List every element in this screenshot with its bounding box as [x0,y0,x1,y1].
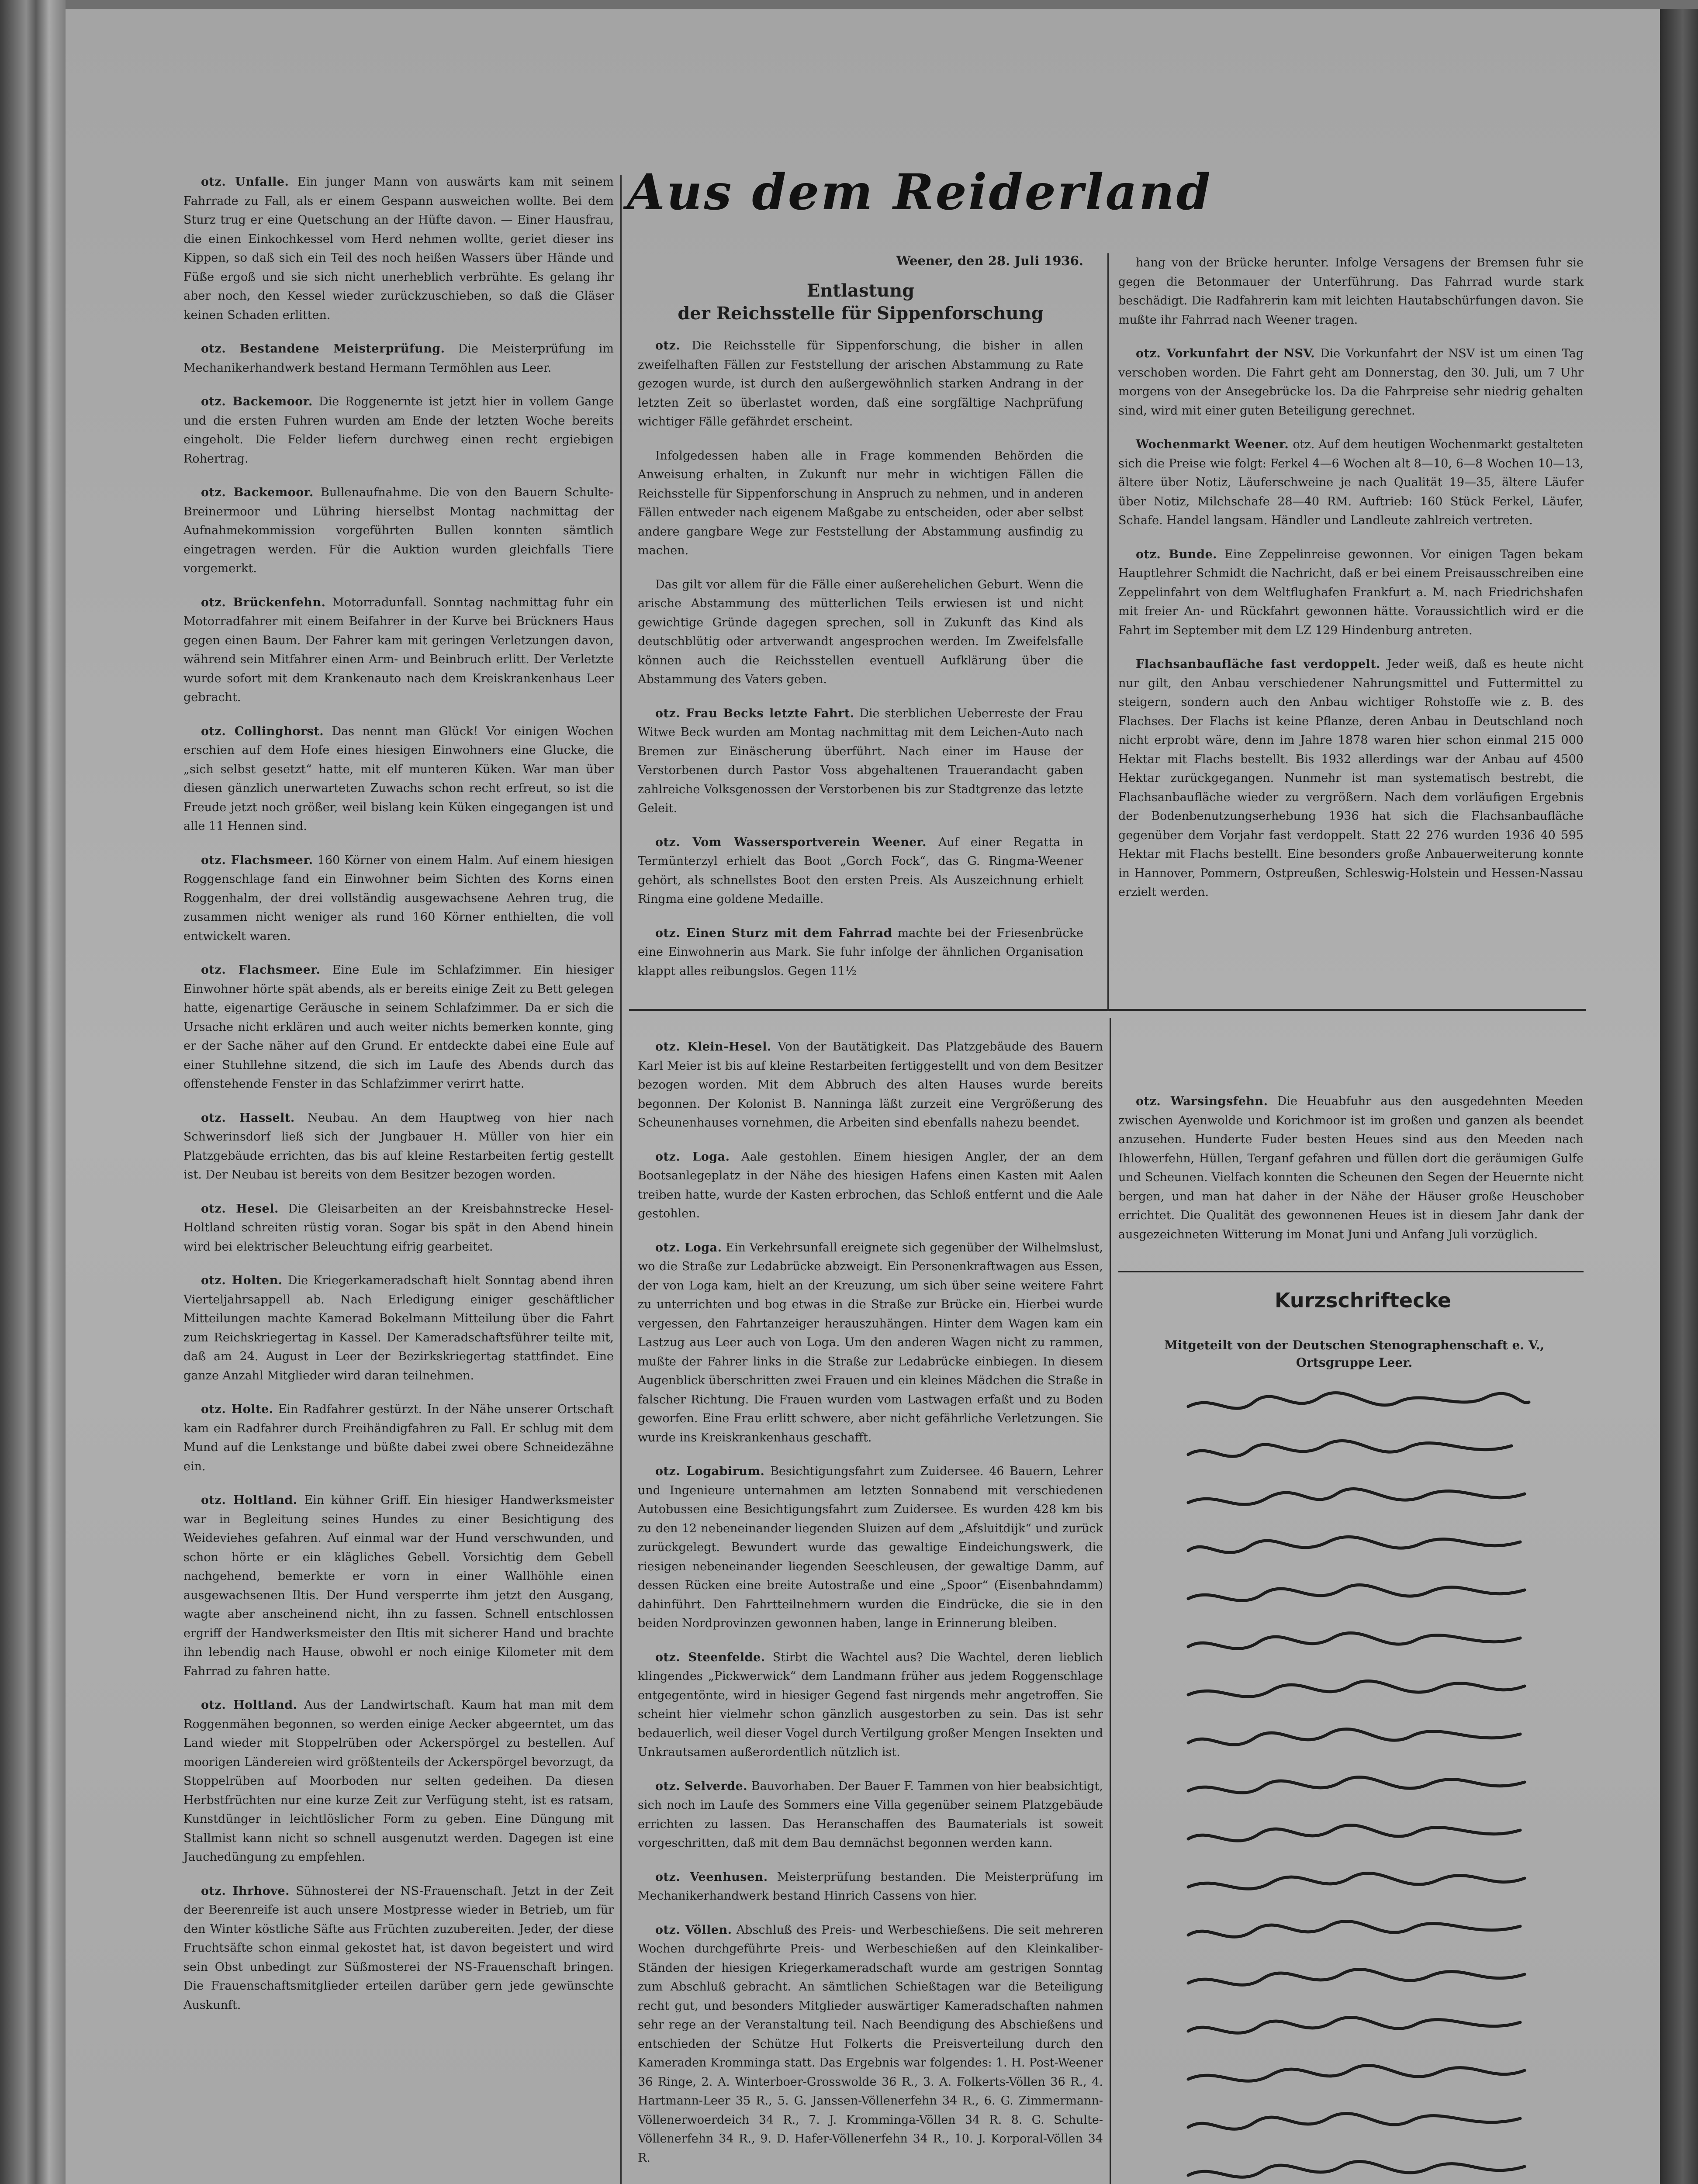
article-text: hang von der Brücke herunter. Infolge Versagens der Bremsen fuhr sie gegen die Betonmauer der Unterführung. Das Fahrrad wurde stark beschädigt. Die Radfahrerin kam mit leichten Hautabschürfungen davon. Sie mußte ihr Fahrrad nach Weener tragen. [1118,256,1584,327]
column-5 [1118,1092,1584,1259]
article-lead: otz. Hasselt. [201,1111,295,1125]
section-divider [1118,1271,1584,1272]
article-lead: otz. Frau Becks letzte Fahrt. [655,706,854,720]
article-paragraph [183,1882,614,2015]
kurzschrift-subtitle: Mitgeteilt von der Deutschen Stenographenschaft e. V., Ortsgruppe Leer. [1164,1338,1545,1370]
article-paragraph [183,851,614,946]
article-paragraph [638,1921,1103,2168]
article-text: Motorradunfall. Sonntag nachmittag fuhr ein Motorradfahrer mit einem Beifahrer in der Kurve bei Brückners Haus gegen einen Baum. Der Fahrer kam mit geringen Verletzungen davon, während sein Mitfahrer einen Arm- und Beinbruch erlitt. Der Verletzte wurde sofort mit dem Krankenauto nach dem Kreiskrankenhaus Leer gebracht. [183,595,614,704]
article-text: Das gilt vor allem für die Fälle einer außerehelichen Geburt. Wenn die arische Abstammung des mütterlichen Teils erwiesen ist und nicht gewichtige Gründe dagegen sprechen, soll in Zukunft das Kind als deutschblütig oder artverwandt angesprochen werden. Im Zweifelsfalle können auch die Reichsstellen eventuell Aufklärung über die Abstammung des Vaters geben. [638,577,1083,686]
article-text: Aus der Landwirtschaft. Kaum hat man mit dem Roggenmähen begonnen, so werden einige Aecker abgeerntet, um das Land wieder mit Stoppelrüben oder Ackerspörgel zu bestellen. Auf moorigen Ländereien wird größtenteils der Ackerspörgel bevorzugt, da Stoppelrüben auf Moorboden nur selten gedeihen. Da diesen Herbstfrüchten nur eine kurze Zeit zur Verfügung steht, ist es ratsam, Kunstdünger in leichtlöslicher Form zu geben. Eine Düngung mit Stallmist kann nicht so schnell ausgenutzt werden. Dagegen ist eine Jauchedüngung zu empfehlen. [183,1698,614,1864]
article-text: Die Roggenernte ist jetzt hier in vollem Gange und die ersten Fuhren wurden am Ende der letzten Woche bereits eingeholt. Die Felder liefern durchweg einen recht ergiebigen Rohertrag. [183,395,614,466]
article-text: Die Reichsstelle für Sippenforschung, die bisher in allen zweifelhaften Fällen zur Feststellung der arischen Abstammung zu Rate gezogen wurde, ist durch den außergewöhnlich starken Andrang in der letzten Zeit so überlastet worden, daß eine sorgfältige Nachprüfung wichtiger Fälle gefährdet erscheint. [638,339,1083,429]
article-text: Ein Verkehrsunfall ereignete sich gegenüber der Wilhelmslust, wo die Straße zur Ledabrücke abzweigt. Ein Personenkraftwagen aus Essen, der von Loga kam, hielt an der Kreuzung, um sich über seine weitere Fahrt zu unterrichten und bog etwas in die Straße zur Brücke ein. Hierbei wurde vergessen, den Fahrtanzeiger herauszuhängen. Hinter dem Wagen kam ein Lastzug aus Leer auch von Loga. Um den anderen Wagen nicht zu rammen, mußte der Fahrer links in die Straße zur Ledabrücke einbiegen. In diesem Augenblick überschritten zwei Frauen und ein kleines Mädchen die Straße in falscher Richtung. Die Frauen wurden vom Lastwagen erfaßt und zu Boden geworfen. Eine Frau erlitt schwere, aber nicht gefährliche Verletzungen. Sie wurde ins Kreiskrankenhaus geschafft. [638,1241,1103,1444]
article-text: Von der Bautätigkeit. Das Platzgebäude des Bauern Karl Meier ist bis auf kleine Restarbeiten fertiggestellt und von dem Besitzer bezogen worden. Mit dem Abbruch des alten Hauses wurde bereits begonnen. Der Kolonist B. Nanninga läßt zurzeit eine Vergrößerung des Scheunenhauses vornehmen, die Arbeiten sind ebenfalls nahezu beendet. [638,1040,1103,1130]
section-masthead: Aus dem Reiderland [627,164,1212,221]
article-paragraph [1118,1092,1584,1244]
article-lead: otz. Bunde. [1136,547,1217,561]
article-text: Eine Eule im Schlafzimmer. Ein hiesiger Einwohner hörte spät abends, als er bereits einige Zeit zu Bett gelegen hatte, eigenartige Geräusche in seinem Schlafzimmer. Da er sich die Ursache nicht erklären und auch weiter nichts bemerken konnte, ging er der Sache näher auf den Grund. Er entdeckte dabei eine Eule auf einer Stuhllehne sitzend, die sich im Laufe des Abends durch das offenstehende Fenster in das Schlafzimmer verirrt hatte. [183,963,614,1091]
column-1 [183,173,614,2029]
article-text: otz. Auf dem heutigen Wochenmarkt gestalteten sich die Preise wie folgt: Ferkel 4—6 Wochen alt 8—10, 6—8 Wochen 10—13, ältere über Notiz, Läuferschweine je nach Qualität 19—35, ältere Läufer über Notiz, Milchschafe 28—40 RM. Auftrieb: 160 Stück Ferkel, Läufer, Schafe. Handel langsam. Händler und Landleute zahlreich vertreten. [1118,438,1584,527]
article-lead: otz. Holte. [201,1403,273,1416]
book-binding [0,0,66,2184]
article-text: Bauvorhaben. Der Bauer F. Tammen von hier beabsichtigt, sich noch im Laufe des Sommers eine Villa gegenüber seinem Platzgebäude errichten zu lassen. Das Heranschaffen des Baumaterials ist soweit vorgeschritten, daß mit dem Bau demnächst begonnen werden kann. [638,1779,1103,1850]
kurzschrift-title: Kurzschriftecke [1275,1289,1451,1312]
article-paragraph [183,173,614,325]
article-lead: otz. Brückenfehn. [201,595,326,609]
article-paragraph [638,1462,1103,1633]
article-paragraph [183,483,614,578]
article-text: Die Meisterprüfung im Mechanikerhandwerk bestand Hermann Termöhlen aus Leer. [183,342,614,375]
article-lead: Wochenmarkt Weener. [1136,438,1289,451]
column-divider [620,175,622,2184]
article-text: Ein junger Mann von auswärts kam mit seinem Fahrrade zu Fall, als er einem Gespann ausweichen wollte. Bei dem Sturz trug er eine Quetschung an der Hüfte davon. — Einer Hausfrau, die einen Einkochkessel vom Herd nehmen wollte, geriet dieser ins Kippen, so daß sich ein Teil des noch heißen Wassers über Hände und Füße ergoß und sie sich nicht unerheblich verbrühte. Es gelang ihr aber noch, den Kessel wieder zurückzuschieben, so daß die Gläser keinen Schaden erlitten. [183,175,614,322]
article-lead: otz. Logabirum. [655,1465,765,1478]
article-text: Die sterblichen Ueberreste der Frau Witwe Beck wurden am Montag nachmittag mit dem Leichen-Auto nach Bremen zur Einäscherung überführt. Nach einer im Hause der Verstorbenen durch Pastor Voss abgehaltenen Trauerandacht gaben zahlreiche Volksgenossen der Verstorbenen bis zur Stadtgrenze das letzte Geleit. [638,706,1083,815]
article-lead: otz. Selverde. [655,1779,748,1793]
article-paragraph [638,1868,1103,1906]
article-lead: otz. Hesel. [201,1202,279,1216]
article-paragraph [638,924,1083,981]
article-paragraph [1118,435,1584,530]
article-paragraph [638,1147,1103,1223]
article-lead: otz. Holtland. [201,1698,297,1712]
article-lead: otz. Steenfelde. [655,1650,765,1664]
column-3 [1118,253,1584,917]
article-paragraph [183,1696,614,1867]
column-divider [1110,1018,1111,2184]
lead-headline [638,280,1083,325]
article-lead: otz. Bestandene Meisterprüfung. [201,342,445,356]
article-paragraph [183,1400,614,1476]
article-lead: otz. Flachsmeer. [201,853,313,867]
article-paragraph [638,704,1083,818]
article-paragraph [183,722,614,836]
article-lead: otz. Unfalle. [201,175,289,189]
article-text: Infolgedessen haben alle in Frage kommenden Behörden die Anweisung erhalten, in Zukunft nur mehr in wichtigen Fällen die Reichsstelle für Sippenforschung in Anspruch zu nehmen, und in anderen Fällen entweder nach eigenem Maßgabe zu entscheiden, oder aber selbst andere gangbare Wege zur Feststellung der Abstammung ausfindig zu machen. [638,449,1083,557]
article-text: Jeder weiß, daß es heute nicht nur gilt, den Anbau verschiedener Nahrungsmittel und Futtermittel zu steigern, sondern auch den Anbau wichtiger Rohstoffe wie z. B. des Flachses. Der Flachs ist keine Pflanze, deren Anbau in Deutschland noch nicht erprobt wäre, denn im Jahre 1878 waren hier schon einmal 215 000 Hektar mit Flachs bestellt. Bis 1932 allerdings war der Anbau auf 4500 Hektar zurückgegangen. Nunmehr ist man systematisch bestrebt, die Flachsanbaufläche wieder zu vergrößern. Nach dem vorläufigen Ergebnis der Bodenbenutzungserhebung 1936 hat sich die Flachsanbaufläche gegenüber dem Vorjahr fast verdoppelt. Statt 22 276 wurden 1936 40 595 Hektar mit Flachs bestellt. Eine besonders große Anbauerweiterung konnte in Hannover, Pommern, Ostpreußen, Schleswig-Holstein und Hessen-Nassau erzielt werden. [1118,657,1584,899]
article-paragraph [638,1648,1103,1762]
article-paragraph [638,1037,1103,1133]
article-text: Besichtigungsfahrt zum Zuidersee. 46 Bauern, Lehrer und Ingenieure unternahmen am letzten Sonnabend mit verschiedenen Autobussen eine Besichtigungsfahrt zum Zuidersee. Es wurden 428 km bis zu den 12 nebeneinander liegenden Sluizen auf dem „Afsluitdijk“ und zurück zurückgelegt. Bewundert wurde das gewaltige Eindeichungswerk, die riesigen nebeneinander liegenden Seeschleusen, der gewaltige Damm, auf dessen Rücken eine breite Autostraße und eine „Spoor“ (Eisenbahndamm) dahinführt. Den Fahrtteilnehmern wurden die Eindrücke, die sie in den beiden Nordprovinzen gewonnen haben, lange in Erinnerung bleiben. [638,1465,1103,1630]
lead-headline-line-2: der Reichsstelle für Sippenforschung [678,303,1044,324]
dateline: Weener, den 28. Juli 1936. [896,253,1083,268]
article-text: Die Heuabfuhr aus den ausgedehnten Meeden zwischen Ayenwolde und Korichmoor ist im großen und ganzen als beendet anzusehen. Hunderte Fuder besten Heues sind aus den Meeden nach Ihlowerfehn, Hüllen, Terganf gefahren und füllen dort die geräumigen Gulfe und Scheunen. Vielfach konnten die Scheunen den Segen der Heuernte nicht bergen, und man hat daher in der Nähe der Häuser große Heuschober errichtet. Die Qualität des gewonnenen Heues ist in diesem Jahr dank der ausgezeichneten Witterung im Monat Juni und Anfang Juli vorzüglich. [1118,1095,1584,1241]
article-text: 160 Körner von einem Halm. Auf einem hiesigen Roggenschlage fand ein Einwohner beim Sichten des Korns einen Roggenhalm, der drei vollständig ausgewachsene Aehren trug, die zusammen nicht weniger als rund 160 Körner enthielten, die voll entwickelt waren. [183,853,614,943]
article-lead: otz. Veenhusen. [655,1870,768,1884]
article-lead: otz. Völlen. [655,1923,732,1937]
article-lead: otz. Flachsmeer. [201,963,321,977]
article-lead: otz. Vom Wassersportverein Weener. [655,835,927,849]
article-paragraph [638,336,1083,432]
article-paragraph [183,1271,614,1385]
article-paragraph [183,1109,614,1185]
article-paragraph [1118,253,1584,329]
article-text: Bullenaufnahme. Die von den Bauern Schulte-Breinermoor und Lühring hierselbst Montag nachmittag der Aufnahmekommission vorgeführten Bullen konnten sämtlich eingetragen werden. Für die Auktion wurden gleichfalls Tiere vorgemerkt. [183,486,614,575]
article-lead: Flachsanbaufläche fast verdoppelt. [1136,657,1381,671]
article-lead: otz. Warsingsfehn. [1136,1095,1268,1108]
article-paragraph [183,1199,614,1257]
article-text: Die Gleisarbeiten an der Kreisbahnstrecke Hesel-Holtland schreiten rüstig voran. Sogar bis spät in den Abend hinein wird bei elektrischer Beleuchtung eifrig gearbeitet. [183,1202,614,1254]
article-paragraph [638,446,1083,560]
article-paragraph [183,593,614,707]
article-paragraph [1118,655,1584,902]
article-text: Meisterprüfung bestanden. Die Meisterprüfung im Mechanikerhandwerk bestand Hinrich Cassens von hier. [638,1870,1103,1903]
article-text: Auf einer Regatta in Termünterzyl erhielt das Boot „Gorch Fock“, das G. Ringma-Weener gehört, als schnellstes Boot den ersten Preis. Als Auszeichnung erhielt Ringma eine goldene Medaille. [638,835,1083,906]
article-paragraph [183,392,614,468]
article-lead: otz. Einen Sturz mit dem Fahrrad [655,926,892,940]
column-divider [1107,253,1109,1011]
article-paragraph [183,961,614,1094]
page-edge-shadow [1660,9,1698,2184]
article-text: Ein Radfahrer gestürzt. In der Nähe unserer Ortschaft kam ein Radfahrer durch Freihändigfahren zu Fall. Er schlug mit dem Mund auf die Lenkstange und büßte dabei zwei obere Schneidezähne ein. [183,1403,614,1473]
article-paragraph [183,1491,614,1681]
column-4 [638,1037,1103,2182]
article-paragraph [638,1238,1103,1448]
article-lead: otz. Loga. [655,1241,722,1254]
article-lead: otz. Holten. [201,1274,283,1287]
article-paragraph [638,575,1083,689]
section-divider [629,1009,1586,1011]
article-lead: otz. Backemoor. [201,395,313,408]
article-text: Die Kriegerkameradschaft hielt Sonntag abend ihren Vierteljahrsappell ab. Nach Erledigung einiger geschäftlicher Mitteilungen machte Kamerad Bokelmann Mitteilung über die Fahrt zum Reichskriegertag in Kassel. Der Kameradschaftsführer teilte mit, daß am 24. August in Leer der Bezirkskriegertag stattfindet. Eine ganze Anzahl Mitglieder wird daran teilnehmen. [183,1274,614,1382]
article-lead: otz. Ihrhove. [201,1884,290,1898]
article-text: Aale gestohlen. Einem hiesigen Angler, der an dem Bootsanlegeplatz in der Nähe des hiesigen Hafens einen Kasten mit Aalen treiben hatte, wurde der Kasten erbrochen, das Schloß entfernt und die Aale gestohlen. [638,1150,1103,1220]
article-lead: otz. Backemoor. [201,486,314,499]
article-paragraph [638,1777,1103,1853]
article-text: Die Vorkunfahrt der NSV ist um einen Tag verschoben worden. Die Fahrt geht am Donnerstag, den 30. Juli, um 7 Uhr morgens von der Ansegebrücke los. Da die Fahrpreise sehr niedrig gehalten sind, wird mit einer guten Beteiligung gerechnet. [1118,347,1584,418]
article-paragraph [638,833,1083,909]
shorthand-sample-image [1179,1389,1538,2184]
lead-headline-line-1: Entlastung [806,280,915,301]
article-lead: otz. Klein-Hesel. [655,1040,771,1054]
article-lead: otz. Holtland. [201,1493,297,1507]
article-lead: otz. Loga. [655,1150,730,1164]
article-paragraph [183,339,614,377]
article-text: Eine Zeppelinreise gewonnen. Vor einigen Tagen bekam Hauptlehrer Schmidt die Nachricht, daß er bei einem Preisausschreiben eine Zeppelinfahrt von dem Weltflughafen Frankfurt a. M. nach Friedrichshafen mit freier An- und Rückfahrt gewonnen hätte. Voraussichtlich wird er die Fahrt im September mit dem LZ 129 Hindenburg antreten. [1118,547,1584,637]
article-lead: otz. Vorkunfahrt der NSV. [1136,347,1315,360]
article-paragraph [1118,545,1584,640]
article-text: Sühnosterei der NS-Frauenschaft. Jetzt in der Zeit der Beerenreife ist auch unsere Mostpresse wieder in Betrieb, um für den Winter köstliche Säfte aus Früchten zuzubereiten. Jeder, der diese Fruchtsäfte schon einmal gekostet hat, ist davon begeistert und wird sein Obst unbedingt zur Süßmosterei der NS-Frauenschaft bringen. Die Frauenschaftsmitglieder erteilen darüber gern jede gewünschte Auskunft. [183,1884,614,2012]
article-text: Neubau. An dem Hauptweg von hier nach Schwerinsdorf ließ sich der Jungbauer H. Müller von hier ein Platzgebäude errichten, das bis auf kleine Restarbeiten fertig gestellt ist. Der Neubau ist bereits von dem Besitzer bezogen worden. [183,1111,614,1182]
article-text: Stirbt die Wachtel aus? Die Wachtel, deren lieblich klingendes „Pickwerwick“ dem Landmann früher aus jedem Roggenschlage entgegentönte, wird in hiesiger Gegend fast nirgends mehr angetroffen. Sie scheint hier vielmehr schon gänzlich ausgestorben zu sein. Das ist sehr bedauerlich, weil dieser Vogel durch Vertilgung großer Mengen Insekten und Unkrautsamen außerordentlich nützlich ist. [638,1650,1103,1759]
shorthand-strokes [1179,1389,1538,2184]
article-lead: otz. [655,339,681,352]
article-text: Ein kühner Griff. Ein hiesiger Handwerksmeister war in Begleitung seines Hundes zu einer Besichtigung des Weideviehes gefahren. Auf einmal war der Hund verschwunden, und schon hörte er ein klägliches Gebell. Vorsichtig dem Gebell nachgehend, bemerkte er vorn in einer Wallhöhle einen ausgewachsenen Iltis. Der Hund versperrte ihm jetzt den Ausgang, wagte aber anscheinend nicht, ihn zu fassen. Schnell entschlossen ergriff der Handwerksmeister den Iltis mit sicherer Hand und brachte ihn lebendig nach Hause, obwohl er noch einige Kilometer mit dem Fahrrad zu fahren hatte. [183,1493,614,1678]
article-lead: otz. Collinghorst. [201,724,324,738]
column-2 [638,336,1083,995]
article-text: Das nennt man Glück! Vor einigen Wochen erschien auf dem Hofe eines hiesigen Einwohners eine Glucke, die „sich selbst gesetzt“ hatte, mit elf munteren Küken. War man über diesen gänzlich unerwarteten Zuwachs schon recht erfreut, so ist die Freude jetzt noch größer, weil bislang kein Küken eingegangen ist und alle 11 Hennen sind. [183,724,614,833]
article-text: machte bei der Friesenbrücke eine Einwohnerin aus Mark. Sie fuhr infolge der ähnlichen Organisation klappt alles reibungslos. Gegen 11½ [638,926,1083,978]
article-paragraph [1118,344,1584,420]
article-text: Abschluß des Preis- und Werbeschießens. Die seit mehreren Wochen durchgeführte Preis- und Werbeschießen auf den Kleinkaliber-Ständen der hiesigen Kriegerkameradschaft wurde am gestrigen Sonntag zum Abschluß gebracht. An sämtlichen Schießtagen war die Beteiligung recht gut, und besonders Mitglieder auswärtiger Kameradschaften nahmen sehr rege an der Veranstaltung teil. Nach Beendigung des Abschießens und entschieden der Schütze Hut Folkerts die Preisverteilung durch den Kameraden Kromminga statt. Das Ergebnis war folgendes: 1. H. Post-Weener 36 Ringe, 2. A. Winterboer-Grosswolde 36 R., 3. A. Folkerts-Völlen 36 R., 4. Hartmann-Leer 35 R., 5. G. Janssen-Völlenerfehn 34 R., 6. G. Zimmermann-Völlenerwoerdeich 34 R., 7. J. Kromminga-Völlen 34 R. 8. G. Schulte-Völlenerfehn 34 R., 9. D. Hafer-Völlenerfehn 34 R., 10. J. Korporal-Völlen 34 R. [638,1923,1103,2165]
